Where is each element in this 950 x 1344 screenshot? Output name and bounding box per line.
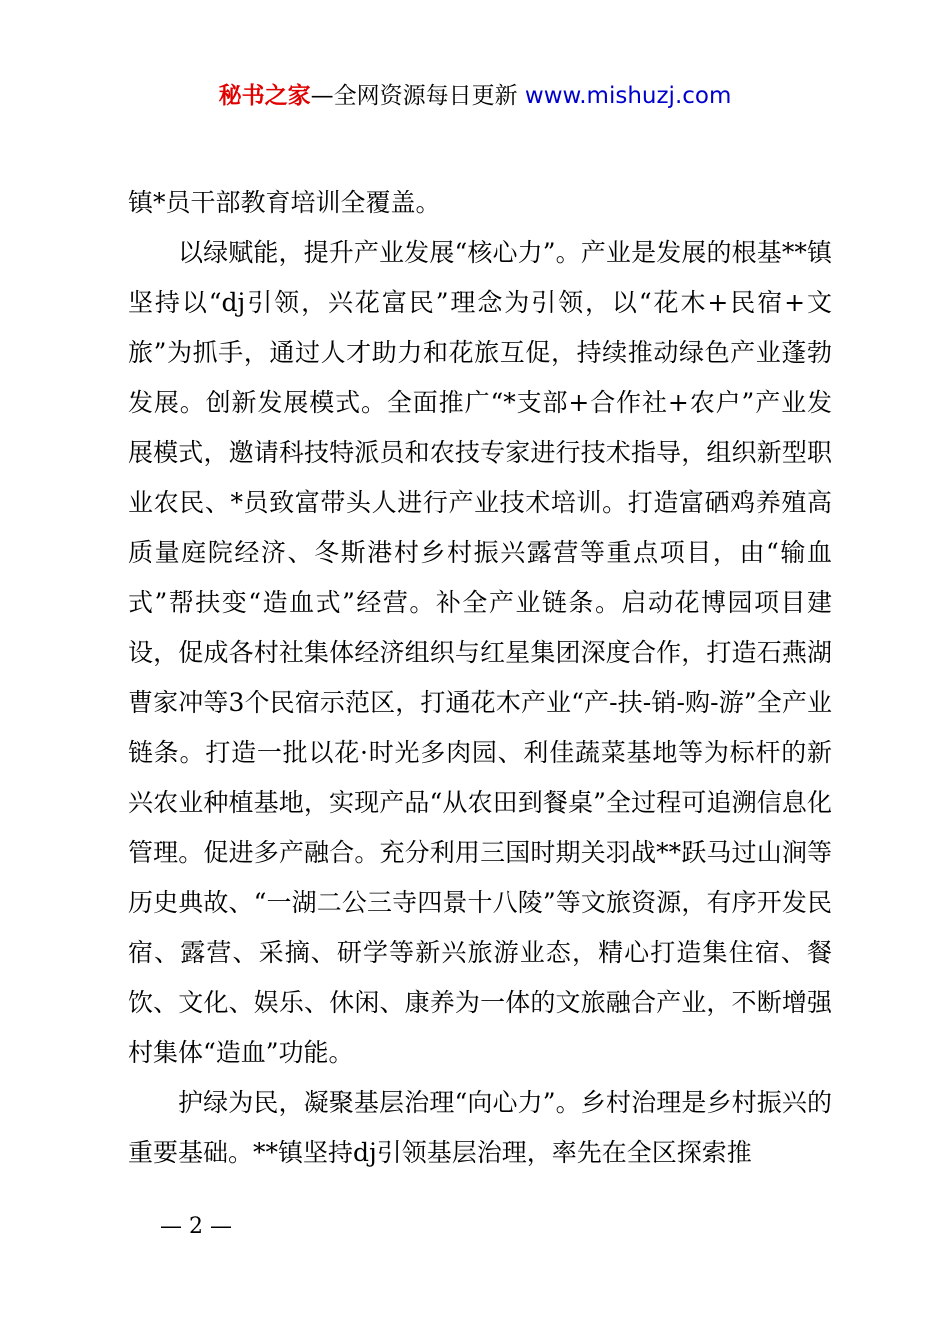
page-number: — 2 — [160,1214,232,1239]
site-header-banner [0,80,950,112]
site-brand: 秘书之家 [218,83,311,109]
paragraph-continuation: 镇*员干部教育培训全覆盖。 [128,188,441,217]
paragraph-industry: 以绿赋能，提升产业发展“核心力”。产业是发展的根基**镇坚持以“dj引领，兴花富民”理念为引领，以“花木+民宿+文旅”为抓手，通过人才助力和花旅互促，持续推动绿色产业蓬勃发展。创新发展模式。全面推广“*支部+合作社+农户”产业发展模式，邀请科技特派员和农技专家进行技术指导，组织新型职业农民、*员致富带头人进行产业技术培训。打造富硒鸡养殖高质量庭院经济、冬斯港村乡村振兴露营等重点项目，由“输血式”帮扶变“造血式”经营。补全产业链条。启动花博园项目建设，促成各村社集体经济组织与红星集团深度合作，打造石燕湖曹家冲等3个民宿示范区，打通花木产业“产-扶-销-购-游”全产业链条。打造一批以花·时光多肉园、利佳蔬菜基地等为标杆的新兴农业种植基地，实现产品“从农田到餐桌”全过程可追溯信息化管理。促进多产融合。充分利用三国时期关羽战**跃马过山涧等历史典故、“一湖二公三寺四景十八陵”等文旅资源，有序开发民宿、露营、采摘、研学等新兴旅游业态，精心打造集住宿、餐饮、文化、娱乐、休闲、康养为一体的文旅融合产业，不断增强村集体“造血”功能。 [128,238,832,1067]
paragraph-governance: 护绿为民，凝聚基层治理“向心力”。乡村治理是乡村振兴的重要基础。**镇坚持dj引领基层治理，率先在全区探索推 [128,1088,832,1167]
site-tagline: —全网资源每日更新 [310,83,525,109]
site-url[interactable]: www.mishuzj.com [524,83,732,109]
document-body [128,178,832,1178]
